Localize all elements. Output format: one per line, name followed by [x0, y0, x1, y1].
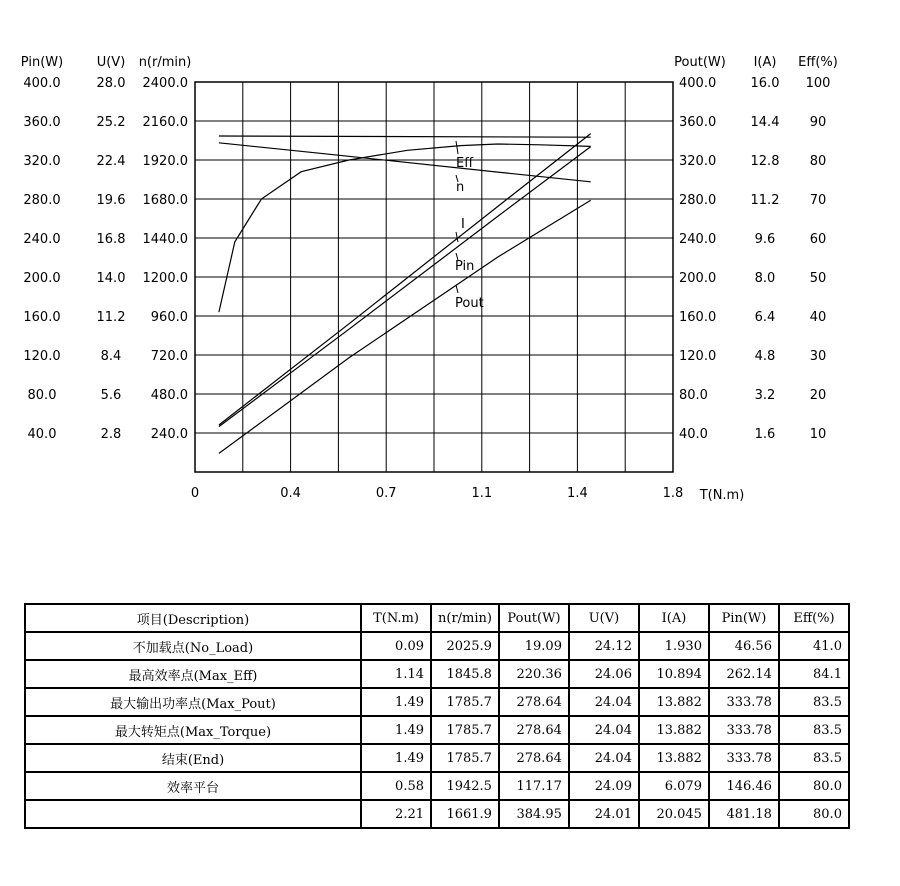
left-axis-tick-label: 16.8	[96, 232, 126, 247]
right-axis-tick-label: 160.0	[679, 310, 717, 325]
right-axis-label: Eff(%)	[798, 55, 838, 70]
right-axis-tick-label: 120.0	[679, 349, 717, 364]
right-axis-tick-label: 3.2	[754, 388, 776, 403]
left-axis-tick-label: 160.0	[23, 310, 61, 325]
table-row	[25, 800, 849, 828]
column-header: T(N.m)	[361, 604, 431, 632]
x-axis-tick-label: 1.8	[662, 486, 684, 501]
row-value: 83.5	[779, 744, 849, 772]
curve-label-leader	[456, 285, 458, 293]
right-axis-tick-label: 12.8	[750, 154, 780, 169]
row-value: 24.04	[569, 716, 639, 744]
axes-labels	[21, 55, 838, 503]
left-axis-tick-label: 320.0	[23, 154, 61, 169]
row-value: 1845.8	[431, 660, 499, 688]
right-axis-tick-label: 240.0	[679, 232, 717, 247]
row-value: 278.64	[499, 716, 569, 744]
table-body	[25, 632, 849, 828]
row-value: 1785.7	[431, 688, 499, 716]
row-value: 84.1	[779, 660, 849, 688]
left-axis-tick-label: 120.0	[23, 349, 61, 364]
table-row	[25, 660, 849, 688]
left-axis-tick-label: 5.6	[100, 388, 122, 403]
row-value: 117.17	[499, 772, 569, 800]
left-axis-tick-label: 1200.0	[142, 271, 188, 286]
row-value: 13.882	[639, 688, 709, 716]
row-value: 83.5	[779, 688, 849, 716]
row-value: 1.49	[361, 688, 431, 716]
right-axis-tick-label: 200.0	[679, 271, 717, 286]
right-axis-tick-label: 30	[809, 349, 827, 364]
row-value: 20.045	[639, 800, 709, 828]
row-value: 80.0	[779, 800, 849, 828]
column-header: Pin(W)	[709, 604, 779, 632]
right-axis-tick-label: 80	[809, 154, 827, 169]
right-axis-tick-label: 40.0	[679, 427, 708, 442]
series-line-i	[219, 134, 591, 425]
x-axis-tick-label: 0	[190, 486, 200, 501]
left-axis-tick-label: 240.0	[23, 232, 61, 247]
column-header: 项目(Description)	[25, 604, 361, 632]
x-axis-tick-label: 1.1	[471, 486, 493, 501]
row-description: 最大转矩点(Max_Torque)	[25, 716, 361, 744]
right-axis-tick-label: 14.4	[750, 115, 780, 130]
left-axis-tick-label: 2160.0	[142, 115, 188, 130]
left-axis-label: Pin(W)	[20, 55, 64, 70]
curve-label-i: I	[461, 217, 465, 232]
row-value: 46.56	[709, 632, 779, 660]
series-line-voltage	[219, 136, 591, 137]
row-description: 最高效率点(Max_Eff)	[25, 660, 361, 688]
row-value: 1785.7	[431, 716, 499, 744]
row-value: 278.64	[499, 688, 569, 716]
column-header: I(A)	[639, 604, 709, 632]
left-axis-tick-label: 11.2	[96, 310, 126, 325]
left-axis-tick-label: 720.0	[150, 349, 188, 364]
left-axis-tick-label: 8.4	[100, 349, 122, 364]
row-value: 2.21	[361, 800, 431, 828]
table-row	[25, 688, 849, 716]
row-value: 24.04	[569, 744, 639, 772]
left-axis-tick-label: 25.2	[96, 115, 126, 130]
right-axis-tick-label: 9.6	[754, 232, 776, 247]
row-value: 1942.5	[431, 772, 499, 800]
left-axis-tick-label: 19.6	[96, 193, 126, 208]
right-axis-tick-label: 320.0	[679, 154, 717, 169]
right-axis-tick-label: 70	[809, 193, 827, 208]
left-axis-tick-label: 2400.0	[142, 76, 188, 91]
right-axis-label: Pout(W)	[674, 55, 726, 70]
right-axis-tick-label: 4.8	[754, 349, 776, 364]
left-axis-tick-label: 400.0	[23, 76, 61, 91]
column-header: Eff(%)	[779, 604, 849, 632]
table-row	[25, 772, 849, 800]
left-axis-tick-label: 1440.0	[142, 232, 188, 247]
left-axis-tick-label: 360.0	[23, 115, 61, 130]
x-axis-tick-label: 0.4	[280, 486, 301, 501]
x-axis-tick-label: 0.7	[375, 486, 397, 501]
row-value: 24.09	[569, 772, 639, 800]
curve-label-eff: Eff	[456, 156, 474, 171]
row-value: 1785.7	[431, 744, 499, 772]
right-axis-tick-label: 60	[809, 232, 827, 247]
row-description	[25, 800, 361, 828]
row-value: 146.46	[709, 772, 779, 800]
row-value: 481.18	[709, 800, 779, 828]
row-description: 不加载点(No_Load)	[25, 632, 361, 660]
right-axis-tick-label: 10	[809, 427, 827, 442]
right-axis-tick-label: 90	[809, 115, 827, 130]
left-axis-tick-label: 28.0	[96, 76, 126, 91]
left-axis-tick-label: 80.0	[27, 388, 57, 403]
row-value: 0.58	[361, 772, 431, 800]
curve-label-pout: Pout	[455, 296, 484, 311]
left-axis-tick-label: 14.0	[96, 271, 126, 286]
right-axis-tick-label: 50	[809, 271, 827, 286]
left-axis-label: n(r/min)	[138, 55, 192, 70]
series-line-pin	[219, 147, 591, 427]
row-value: 24.06	[569, 660, 639, 688]
right-axis-tick-label: 1.6	[754, 427, 776, 442]
performance-table	[24, 603, 850, 829]
row-value: 24.01	[569, 800, 639, 828]
column-header: n(r/min)	[431, 604, 499, 632]
table-row	[25, 744, 849, 772]
row-value: 1661.9	[431, 800, 499, 828]
curves	[219, 134, 591, 454]
right-axis-tick-label: 100	[805, 76, 831, 91]
left-axis-tick-label: 480.0	[150, 388, 188, 403]
curve-label-leader	[456, 141, 458, 154]
left-axis-tick-label: 960.0	[150, 310, 188, 325]
right-axis-tick-label: 360.0	[679, 115, 717, 130]
table-row	[25, 632, 849, 660]
right-axis-tick-label: 11.2	[750, 193, 780, 208]
row-value: 24.04	[569, 688, 639, 716]
row-value: 19.09	[499, 632, 569, 660]
row-value: 333.78	[709, 716, 779, 744]
row-value: 6.079	[639, 772, 709, 800]
row-value: 384.95	[499, 800, 569, 828]
right-axis-tick-label: 8.0	[754, 271, 776, 286]
row-value: 220.36	[499, 660, 569, 688]
left-axis-tick-label: 240.0	[150, 427, 188, 442]
series-line-n	[219, 143, 591, 182]
table-row	[25, 716, 849, 744]
row-value: 262.14	[709, 660, 779, 688]
row-value: 0.09	[361, 632, 431, 660]
right-axis-label: I(A)	[753, 55, 777, 70]
row-value: 1.49	[361, 716, 431, 744]
row-value: 83.5	[779, 716, 849, 744]
row-value: 1.49	[361, 744, 431, 772]
row-value: 80.0	[779, 772, 849, 800]
left-axis-tick-label: 2.8	[100, 427, 122, 442]
right-axis-tick-label: 80.0	[679, 388, 708, 403]
row-value: 13.882	[639, 744, 709, 772]
right-axis-tick-label: 40	[809, 310, 827, 325]
row-value: 1.930	[639, 632, 709, 660]
right-axis-tick-label: 16.0	[750, 76, 780, 91]
left-axis-tick-label: 1920.0	[142, 154, 188, 169]
right-axis-tick-label: 20	[809, 388, 827, 403]
right-axis-tick-label: 400.0	[679, 76, 717, 91]
row-description: 最大输出功率点(Max_Pout)	[25, 688, 361, 716]
row-value: 41.0	[779, 632, 849, 660]
left-axis-tick-label: 40.0	[27, 427, 57, 442]
left-axis-label: U(V)	[96, 55, 126, 70]
table-header-row	[25, 604, 849, 632]
row-value: 10.894	[639, 660, 709, 688]
row-value: 1.14	[361, 660, 431, 688]
column-header: Pout(W)	[499, 604, 569, 632]
row-value: 2025.9	[431, 632, 499, 660]
row-value: 333.78	[709, 744, 779, 772]
row-value: 24.12	[569, 632, 639, 660]
left-axis-tick-label: 22.4	[96, 154, 126, 169]
left-axis-tick-label: 280.0	[23, 193, 61, 208]
row-description: 结束(End)	[25, 744, 361, 772]
column-header: U(V)	[569, 604, 639, 632]
curve-label-pin: Pin	[455, 259, 475, 274]
row-value: 278.64	[499, 744, 569, 772]
left-axis-tick-label: 200.0	[23, 271, 61, 286]
plot-grid	[195, 82, 673, 472]
row-description: 效率平台	[25, 772, 361, 800]
x-axis-tick-label: 1.4	[567, 486, 588, 501]
curve-label-leader	[456, 232, 458, 242]
right-axis-tick-label: 6.4	[754, 310, 776, 325]
left-axis-tick-label: 1680.0	[142, 193, 188, 208]
row-value: 13.882	[639, 716, 709, 744]
x-axis-label: T(N.m)	[699, 488, 745, 503]
row-value: 333.78	[709, 688, 779, 716]
curve-label-n: n	[456, 180, 465, 195]
right-axis-tick-label: 280.0	[679, 193, 717, 208]
